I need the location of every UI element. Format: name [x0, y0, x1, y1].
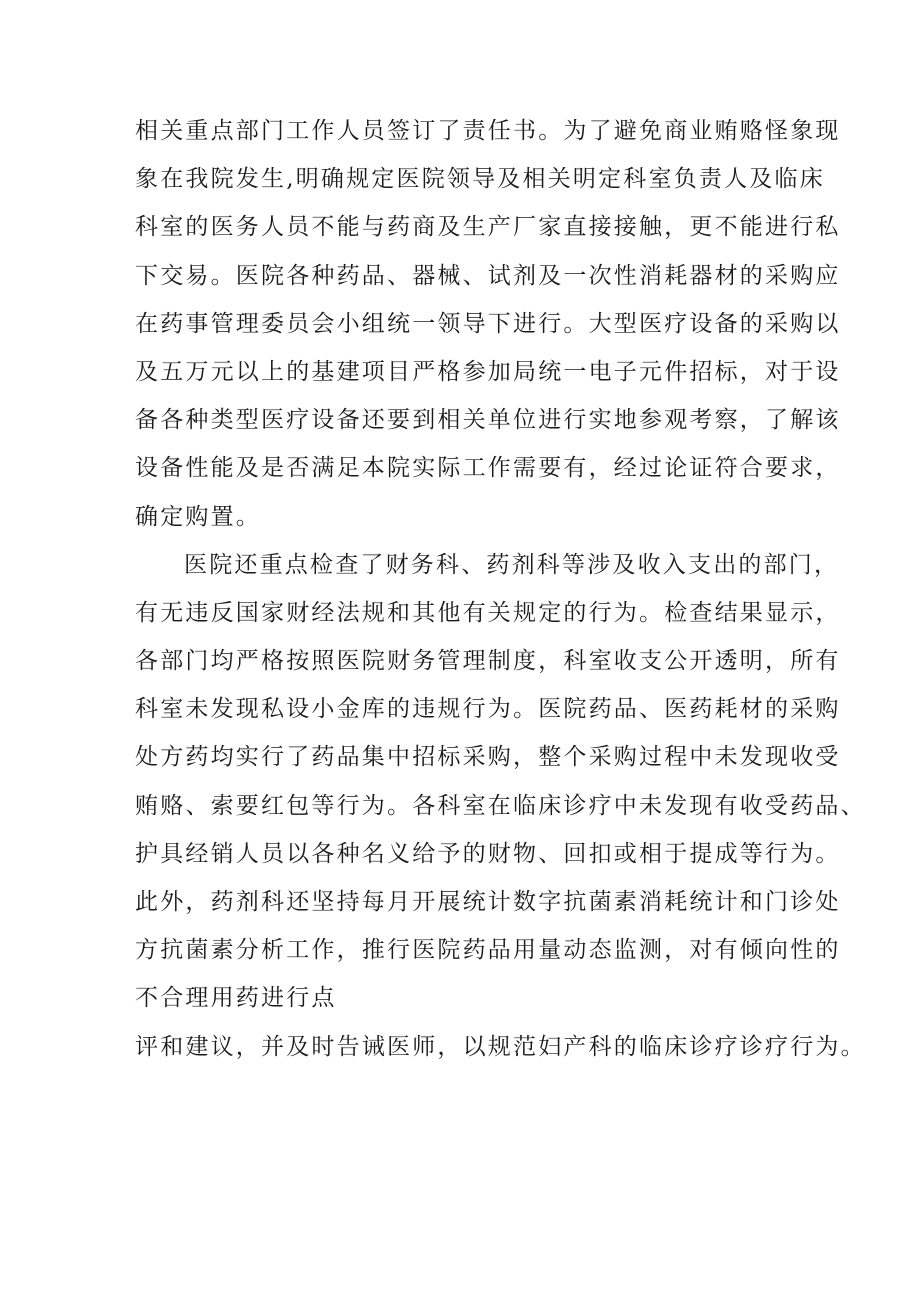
text-line: 及五万元以上的基建项目严格参加局统一电子元件招标，对于设: [135, 358, 841, 385]
text-line: 相关重点部门工作人员签订了责任书。为了避免商业贿赂怪象现: [135, 118, 841, 144]
text-line: 科室未发现私设小金库的违规行为。医院药品、医药耗材的采购: [135, 696, 841, 723]
text-line: 方抗菌素分析工作，推行医院药品用量动态监测，对有倾向性的: [135, 937, 841, 964]
text-line: 科室的医务人员不能与药商及生产厂家直接接触，更不能进行私: [135, 214, 841, 241]
text-line: 各部门均严格按照医院财务管理制度，科室收支公开透明，所有: [135, 648, 841, 675]
text-line: 设备性能及是否满足本院实际工作需要有，经过论证符合要求，: [135, 455, 841, 482]
document-body: [135, 107, 866, 1071]
text-line: 象在我院发生,明确规定医院领导及相关明定科室负责人及临床: [135, 166, 825, 193]
paragraph-start-line: 医院还重点检查了财务科、药剂科等涉及收入支出的部门，: [184, 551, 840, 578]
text-line: 护具经销人员以各种名义给予的财物、回扣或相于提成等行为。: [135, 840, 841, 867]
text-line: 贿赂、索要红包等行为。各科室在临床诊疗中未发现有收受药品、: [135, 792, 866, 819]
text-line: 在药事管理委员会小组统一领导下进行。大型医疗设备的采购以: [135, 310, 841, 337]
text-line: 此外，药剂科还坚持每月开展统计数字抗菌素消耗统计和门诊处: [135, 889, 841, 915]
text-line: 备各种类型医疗设备还要到相关单位进行实地参观考察，了解该: [135, 407, 841, 434]
text-line: 不合理用药进行点: [135, 985, 337, 1012]
text-line: 确定购置。: [135, 503, 261, 530]
text-line: 处方药均实行了药品集中招标采购，整个采购过程中未发现收受: [135, 744, 841, 771]
text-line: 下交易。医院各种药品、器械、试剂及一次性消耗器材的采购应: [135, 262, 841, 289]
text-line: 有无违反国家财经法规和其他有关规定的行为。检查结果显示，: [135, 599, 841, 626]
text-line: 评和建议，并及时告诫医师，以规范妇产科的临床诊疗诊疗行为。: [135, 1033, 866, 1060]
